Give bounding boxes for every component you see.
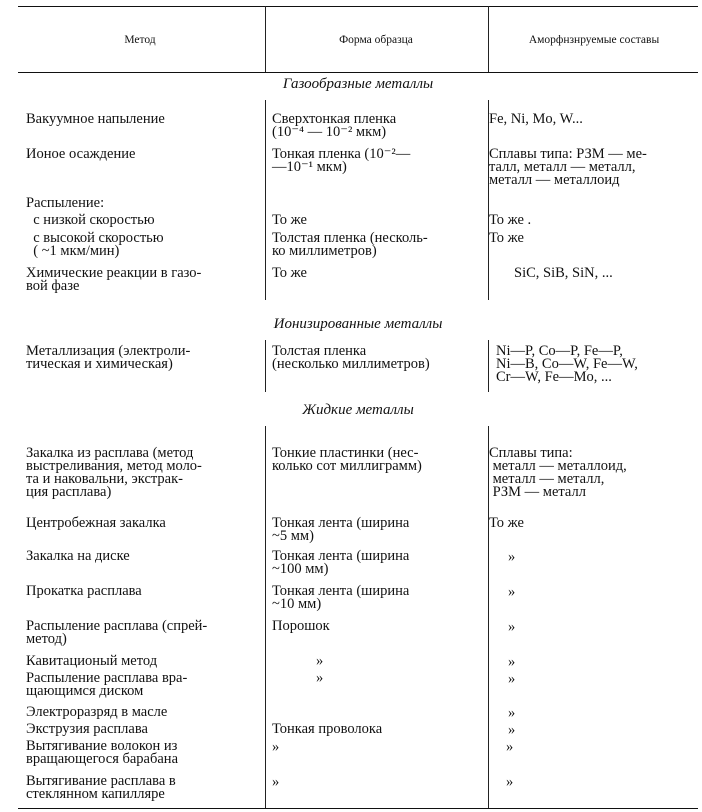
column-divider: [265, 100, 266, 300]
composition-cell: Сплавы типа: металл — металлоид, металл — металл, РЗМ — металл: [489, 445, 627, 500]
section-title: Жидкие металлы: [302, 402, 414, 418]
composition-cell: »: [508, 722, 516, 738]
composition-cell: »: [508, 671, 516, 687]
method-cell: Распыление:: [26, 195, 105, 211]
composition-cell: »: [508, 619, 516, 635]
form-cell: »: [316, 653, 324, 669]
header-rule: [18, 72, 698, 73]
method-cell: Вытягивание волокон из вращающегося барабана: [26, 738, 179, 767]
method-cell: Экструзия расплава: [26, 721, 148, 737]
composition-cell: Ni—P, Co—P, Fe—P, Ni—B, Co—W, Fe—W, Cr—W, Fe—Mo, ...: [496, 343, 638, 385]
header-divider: [488, 6, 489, 72]
form-cell: »: [316, 670, 324, 686]
method-cell: Центробежная закалка: [26, 515, 166, 531]
composition-cell: То же: [489, 230, 524, 246]
method-cell: Химические реакции в газо- вой фазе: [26, 265, 202, 294]
method-cell: Вакуумное напыление: [26, 111, 165, 127]
form-cell: Тонкая лента (ширина ~100 мм): [272, 548, 410, 577]
form-cell: Толстая пленка (несколько миллиметров): [272, 343, 430, 372]
header-form: Форма образца: [339, 34, 413, 46]
method-cell: Закалка из расплава (метод выстреливания, метод моло- та и наковальни, экстрак- ция расплава): [26, 445, 202, 500]
form-cell: То же: [272, 265, 307, 281]
method-cell: Вытягивание расплава в стеклянном капилляре: [26, 773, 176, 802]
composition-cell: »: [506, 739, 514, 755]
method-cell: Ионое осаждение: [26, 146, 136, 162]
composition-cell: »: [508, 705, 516, 721]
form-cell: »: [272, 739, 280, 755]
composition-cell: »: [508, 584, 516, 600]
method-cell: Металлизация (электроли- тическая и химическая): [26, 343, 191, 372]
composition-cell: »: [506, 774, 514, 790]
form-cell: Тонкие пластинки (нес- колько сот миллиграмм): [272, 445, 422, 474]
composition-cell: Сплавы типа: РЗМ — ме- талл, металл — металл, металл — металлоид: [489, 146, 647, 188]
form-cell: »: [272, 774, 280, 790]
composition-cell: SiC, SiB, SiN, ...: [514, 265, 613, 281]
composition-cell: »: [508, 654, 516, 670]
form-cell: Тонкая проволока: [272, 721, 383, 737]
column-divider: [265, 426, 266, 808]
composition-cell: То же .: [489, 212, 532, 228]
method-cell: Кавитационый метод: [26, 653, 158, 669]
composition-cell: То же: [489, 515, 524, 531]
section-title: Ионизированные металлы: [273, 316, 443, 332]
form-cell: Порошок: [272, 618, 330, 634]
method-cell: Закалка на диске: [26, 548, 130, 564]
method-cell: с высокой скоростью ( ~1 мкм/мин): [33, 230, 164, 259]
composition-cell: »: [508, 549, 516, 565]
form-cell: Тонкая лента (ширина ~10 мм): [272, 583, 410, 612]
method-cell: Прокатка расплава: [26, 583, 142, 599]
bottom-rule: [18, 808, 698, 809]
header-method: Метод: [124, 34, 156, 46]
method-cell: Электроразряд в масле: [26, 704, 168, 720]
form-cell: Сверхтонкая пленка (10⁻⁴ — 10⁻² мкм): [272, 111, 397, 140]
table-page: [18, 0, 698, 812]
form-cell: Толстая пленка (несколь- ко миллиметров): [272, 230, 428, 259]
form-cell: То же: [272, 212, 307, 228]
method-cell: Распыление расплава (спрей- метод): [26, 618, 208, 647]
form-cell: Тонкая пленка (10⁻²— —10⁻¹ мкм): [272, 146, 411, 175]
top-rule: [18, 6, 698, 7]
header-composition: Аморфнзнруемые составы: [528, 34, 660, 46]
method-cell: Распыление расплава вра- щающимся диском: [26, 670, 188, 699]
form-cell: Тонкая лента (ширина ~5 мм): [272, 515, 410, 544]
header-divider: [265, 6, 266, 72]
column-divider: [265, 340, 266, 392]
method-cell: с низкой скоростью: [26, 212, 155, 228]
composition-cell: Fe, Ni, Mo, W...: [489, 111, 583, 127]
section-title: Газообразные металлы: [282, 76, 434, 92]
